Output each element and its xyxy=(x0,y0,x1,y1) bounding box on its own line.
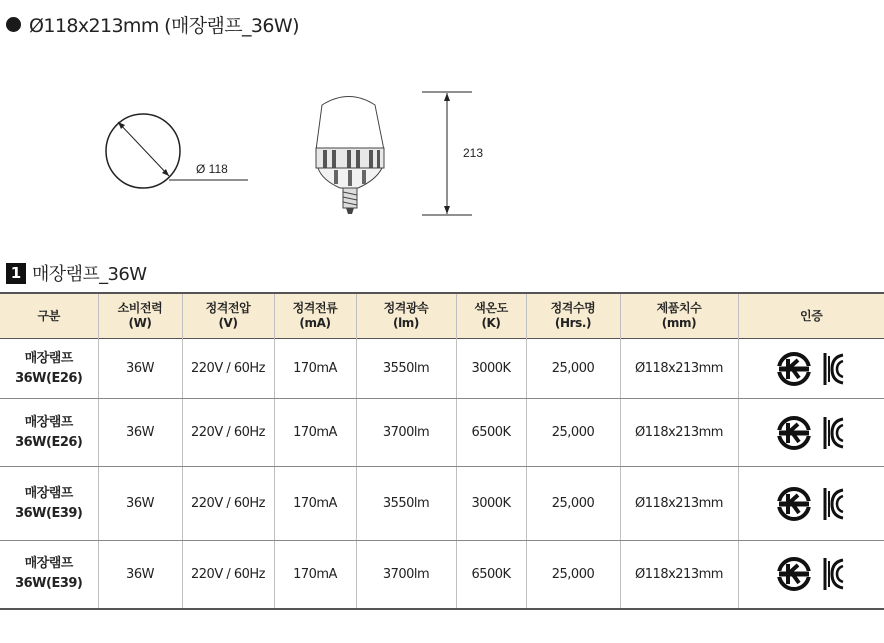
table-row xyxy=(0,339,884,399)
dimension-diagram xyxy=(0,80,520,230)
flux-cell: 3700lm xyxy=(356,399,456,467)
certification-cell xyxy=(738,467,884,541)
certification-cell xyxy=(738,541,884,609)
current-cell: 170mA xyxy=(274,339,356,399)
section-heading xyxy=(6,260,146,286)
bullet-icon xyxy=(6,17,21,32)
current-cell: 170mA xyxy=(274,467,356,541)
ks-mark-icon xyxy=(776,351,812,387)
certification-cell xyxy=(738,339,884,399)
ks-mark-icon xyxy=(776,415,812,451)
section-number: 1 xyxy=(6,263,26,284)
power-cell: 36W xyxy=(98,467,182,541)
size-cell: Ø118x213mm xyxy=(620,541,738,609)
ks-mark-icon xyxy=(776,556,812,592)
kc-mark-icon xyxy=(822,415,846,451)
bulb-side-view xyxy=(316,97,384,215)
size-cell: Ø118x213mm xyxy=(620,467,738,541)
model-cell: 매장램프 36W(E39) xyxy=(0,541,98,609)
section-title: 매장램프_36W xyxy=(32,264,147,285)
table-row xyxy=(0,467,884,541)
power-cell: 36W xyxy=(98,339,182,399)
color-temp-cell: 6500K xyxy=(456,541,526,609)
table-header-row xyxy=(0,293,884,339)
flux-cell: 3550lm xyxy=(356,467,456,541)
size-cell: Ø118x213mm xyxy=(620,399,738,467)
table-row xyxy=(0,399,884,467)
flux-cell: 3550lm xyxy=(356,339,456,399)
height-label: 213 xyxy=(463,146,484,160)
model-cell: 매장램프 36W(E26) xyxy=(0,399,98,467)
model-cell: 매장램프 36W(E26) xyxy=(0,339,98,399)
current-cell: 170mA xyxy=(274,541,356,609)
size-cell: Ø118x213mm xyxy=(620,339,738,399)
certification-cell xyxy=(738,399,884,467)
header-cell-size: 제품치수 (mm) xyxy=(620,293,738,339)
header-cell-category: 구분 xyxy=(0,293,98,339)
kc-mark-icon xyxy=(822,486,846,522)
color-temp-cell: 3000K xyxy=(456,339,526,399)
top-view-circle xyxy=(106,114,248,188)
ks-mark-icon xyxy=(776,486,812,522)
voltage-cell: 220V / 60Hz xyxy=(182,399,274,467)
spec-table xyxy=(0,292,884,610)
header-cell-certification: 인증 xyxy=(738,293,884,339)
life-cell: 25,000 xyxy=(526,541,620,609)
page-header xyxy=(6,10,299,38)
header-cell-color-temp: 색온도 (K) xyxy=(456,293,526,339)
life-cell: 25,000 xyxy=(526,467,620,541)
header-cell-current: 정격전류 (mA) xyxy=(274,293,356,339)
table-row xyxy=(0,541,884,609)
voltage-cell: 220V / 60Hz xyxy=(182,541,274,609)
header-cell-power: 소비전력 (W) xyxy=(98,293,182,339)
header-cell-voltage: 정격전압 (V) xyxy=(182,293,274,339)
current-cell: 170mA xyxy=(274,399,356,467)
header-cell-flux: 정격광속 (lm) xyxy=(356,293,456,339)
power-cell: 36W xyxy=(98,399,182,467)
kc-mark-icon xyxy=(822,556,846,592)
header-cell-life: 정격수명 (Hrs.) xyxy=(526,293,620,339)
color-temp-cell: 3000K xyxy=(456,467,526,541)
model-cell: 매장램프 36W(E39) xyxy=(0,467,98,541)
color-temp-cell: 6500K xyxy=(456,399,526,467)
flux-cell: 3700lm xyxy=(356,541,456,609)
power-cell: 36W xyxy=(98,541,182,609)
diameter-label: Ø 118 xyxy=(196,162,228,176)
voltage-cell: 220V / 60Hz xyxy=(182,339,274,399)
life-cell: 25,000 xyxy=(526,399,620,467)
kc-mark-icon xyxy=(822,351,846,387)
page-title: Ø118x213mm (매장램프_36W) xyxy=(29,14,299,37)
life-cell: 25,000 xyxy=(526,339,620,399)
voltage-cell: 220V / 60Hz xyxy=(182,467,274,541)
